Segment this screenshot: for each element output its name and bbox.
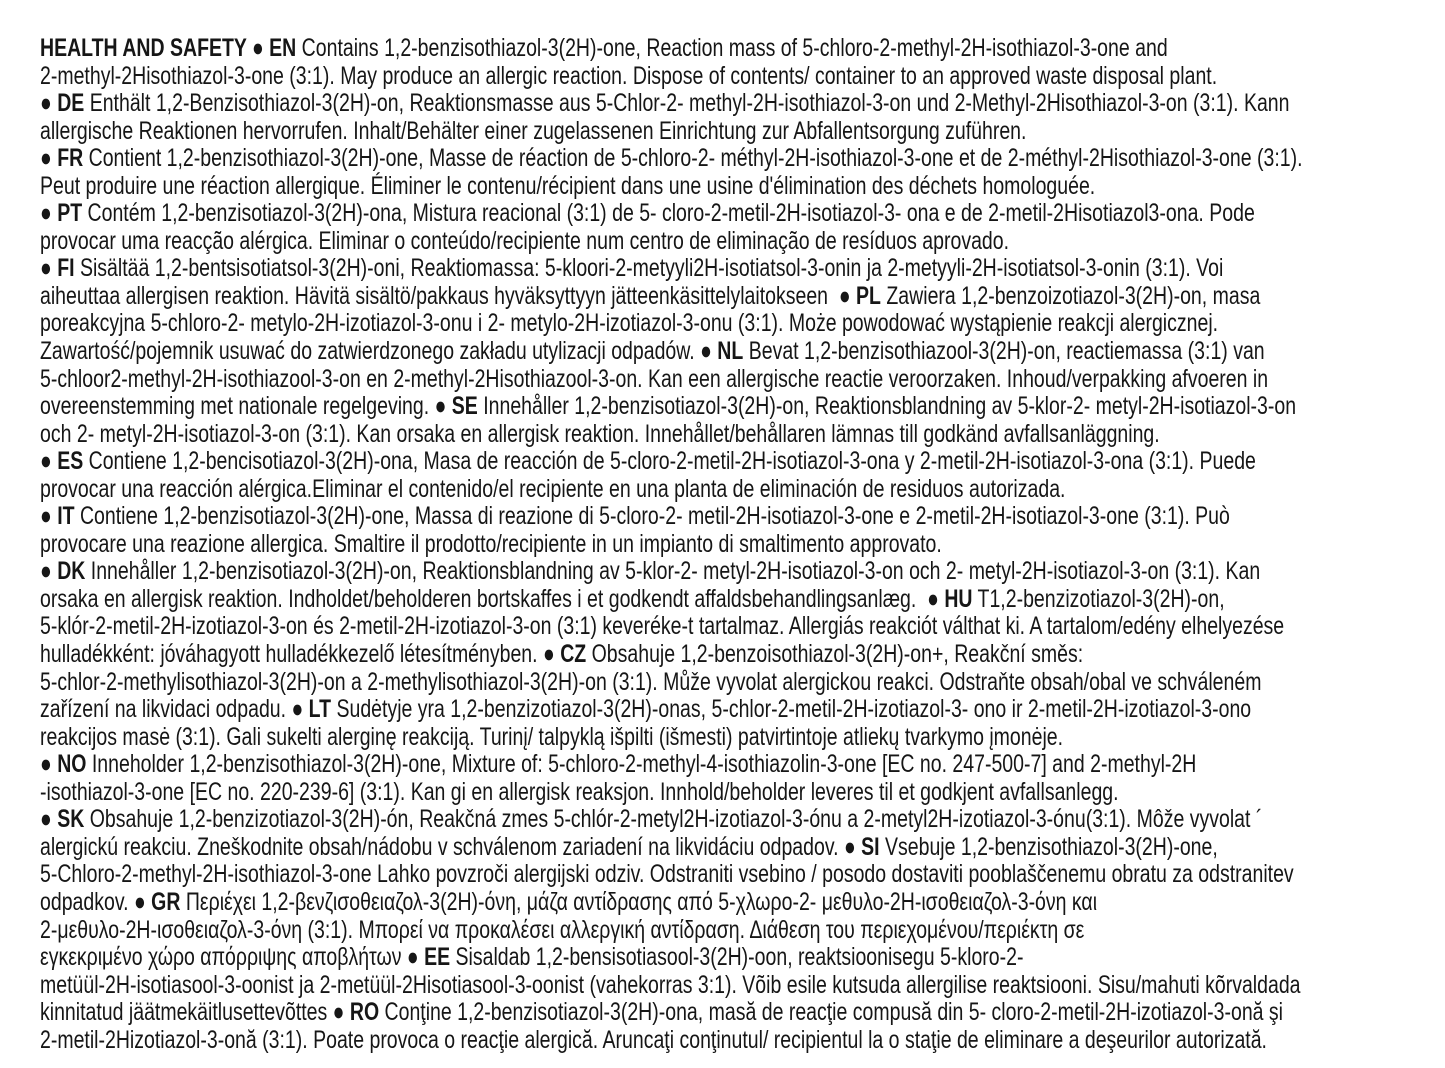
text-line (40, 944, 1445, 972)
text-segment: zařízení na likvidaci odpadu. (40, 695, 292, 724)
language-code-label: ● DK (40, 557, 86, 586)
language-code-label: ● CZ (543, 640, 587, 669)
text-segment: overeenstemming met nationale regelgeving. (40, 392, 435, 421)
text-segment: Obsahuje 1,2-benzoisothiazol-3(2H)-on+, Reakční směs: (586, 640, 1084, 669)
text-line (40, 889, 1445, 917)
text-segment: Bevat 1,2-benzisothiazool-3(2H)-on, reactiemassa (3:1) van (743, 337, 1265, 366)
text-segment: Contém 1,2-benzisotiazol-3(2H)-ona, Mistura reacional (3:1) de 5- cloro-2-metil-2H-isotiazol-3- ona e de 2-metil-2Hisotiazol3-ona. Pode (82, 199, 1255, 228)
language-code-label: ● SK (40, 805, 85, 834)
text-segment: aiheuttaa allergisen reaktion. Hävitä sisältö/pakkaus hyväksyttyyn jätteenkäsittelylaitokseen (40, 281, 839, 310)
language-code-label: ● NL (700, 337, 744, 366)
text-line (40, 558, 1445, 586)
text-segment: provocar una reacción alérgica.Eliminar el contenido/el recipiente en una planta de eliminación de residuos autorizada. (40, 474, 1066, 503)
text-line (40, 63, 1445, 91)
text-segment: Innehåller 1,2-benzisotiazol-3(2H)-on, Reaktionsblandning av 5-klor-2- metyl-2H-isotiazol-3-on och 2- metyl-2H-isotiazol-3-on (3:1). Kan (85, 557, 1261, 586)
text-segment: Obsahuje 1,2-benzizotiazol-3(2H)-ón, Reakčná zmes 5-chlór-2-metyl2H-izotiazol-3-ónu a 2-metyl2H-izotiazol-3-ónu(3:1). Môže vyvolat ´ (84, 805, 1263, 834)
text-line (40, 448, 1445, 476)
text-line (40, 751, 1445, 779)
text-segment: Peut produire une réaction allergique. Éliminer le contenu/récipient dans une usine d'élimination des déchets homologuée. (40, 171, 1096, 200)
language-code-label: ● PL (838, 281, 881, 310)
text-line (40, 806, 1445, 834)
text-line (40, 421, 1445, 449)
text-segment: reakcijos masė (3:1). Gali sukelti alerginę reakciją. Turinį/ talpyklą išpilti (išmesti) patvirtintoje atliekų tvarkymo įmonėje. (40, 722, 1064, 751)
language-code-label: ● HU (927, 584, 973, 613)
text-line (40, 613, 1445, 641)
text-segment: hulladékként: jóváhagyott hulladékkezelő létesítményben. (40, 640, 544, 669)
language-code-label: ● FR (40, 144, 84, 173)
text-segment: Zawiera 1,2-benzoizotiazol-3(2H)-on, masa (880, 281, 1261, 310)
text-segment: Innehåller 1,2-benzisotiazol-3(2H)-on, Reaktionsblandning av 5-klor-2- metyl-2H-isotiazol-3-on (477, 392, 1297, 421)
text-segment: provocar uma reacção alérgica. Eliminar o conteúdo/recipiente num centro de eliminação de resíduos aprovado. (40, 226, 1010, 255)
text-line (40, 669, 1445, 697)
language-code-label: ● GR (133, 887, 181, 916)
safety-label-text (40, 35, 1445, 1054)
text-segment: allergische Reaktionen hervorrufen. Inhalt/Behälter einer zugelassenen Einrichtung zur Abfallentsorgung zuführen. (40, 116, 1027, 145)
text-segment: 2-methyl-2Hisothiazol-3-one (3:1). May produce an allergic reaction. Dispose of contents/ container to an approved waste disposal plant. (40, 61, 1218, 90)
language-code-label: ● NO (40, 750, 87, 779)
text-segment: orsaka en allergisk reaktion. Indholdet/beholderen bortskaffes i et godkendt affaldsbehandlingsanlæg. (40, 584, 928, 613)
text-segment: provocare una reazione allergica. Smaltire il prodotto/recipiente in un impianto di smaltimento approvato. (40, 529, 942, 558)
text-segment: odpadkov. (40, 887, 134, 916)
text-line (40, 586, 1445, 614)
language-code-label: ● DE (40, 89, 85, 118)
language-code-label: ● SI (843, 832, 880, 861)
text-segment: Inneholder 1,2-benzisothiazol-3(2H)-one, Mixture of: 5-chloro-2-methyl-4-isothiazolin-3-one [EC no. 247-500-7] and 2-methyl-2H (86, 750, 1197, 779)
text-line (40, 834, 1445, 862)
text-line (40, 173, 1445, 201)
text-line (40, 310, 1445, 338)
language-code-label: ● EE (406, 943, 451, 972)
text-segment: 2-μεθυλο-2H-ισοθειαζολ-3-όνη (3:1). Μπορεί να προκαλέσει αλλεργική αντίδραση. Διάθεση του περιεχομένου/περιέκτη σε (40, 915, 1085, 944)
text-segment: Vsebuje 1,2-benzisothiazol-3(2H)-one, (879, 832, 1218, 861)
text-segment: T1,2-benzizotiazol-3(2H)-on, (972, 584, 1225, 613)
text-line (40, 696, 1445, 724)
text-segment: Conţine 1,2-benzisotiazol-3(2H)-ona, masă de reacţie compusă din 5- cloro-2-metil-2H-izotiazol-3-onă şi (379, 998, 1284, 1027)
text-segment: εγκεκριμένο χώρο απόρριψης αποβλήτων (40, 943, 407, 972)
text-line (40, 118, 1445, 146)
text-line (40, 779, 1445, 807)
text-segment: 5-chloor2-methyl-2H-isothiazool-3-on en 2-methyl-2Hisothiazool-3-on. Kan een allergische reactie veroorzaken. Inhoud/verpakking afvoeren in (40, 364, 1269, 393)
text-segment: och 2- metyl-2H-isotiazol-3-on (3:1). Kan orsaka en allergisk reaktion. Innehållet/behållaren lämnas till godkänd avfallsanläggning. (40, 419, 1160, 448)
text-segment: 5-Chloro-2-methyl-2H-isothiazol-3-one Lahko povzroči alergijski odziv. Odstraniti vsebino / posodo dostaviti pooblaščenemu obratu za odstranitev (40, 860, 1294, 889)
text-segment: kinnitatud jäätmekäitlusettevõttes (40, 998, 333, 1027)
text-line (40, 228, 1445, 256)
language-code-label: ● SE (434, 392, 478, 421)
text-line (40, 366, 1445, 394)
text-segment: Contiene 1,2-benzisotiazol-3(2H)-one, Massa di reazione di 5-cloro-2- metil-2H-isotiazol-3-one e 2-metil-2H-isotiazol-3-one (3:1). Può (74, 502, 1230, 531)
text-line (40, 476, 1445, 504)
text-segment: 2-metil-2Hizotiazol-3-onă (3:1). Poate provoca o reacţie alergică. Aruncaţi conţinutul/ recipientul la o staţie de eliminare a deşeurilor autorizată. (40, 1025, 1267, 1054)
text-line (40, 641, 1445, 669)
text-segment: Contient 1,2-benzisothiazol-3(2H)-one, Masse de réaction de 5-chloro-2- méthyl-2H-isothiazol-3-one et de 2-méthyl-2Hisothiazol-3-one (3:1). (83, 144, 1303, 173)
text-line (40, 972, 1445, 1000)
language-code-label: ● ES (40, 447, 84, 476)
language-code-label: ● IT (40, 502, 75, 531)
text-segment: Zawartość/pojemnik usuwać do zatwierdzonego zakładu utylizacji odpadów. (40, 337, 701, 366)
text-segment: 5-chlor-2-methylisothiazol-3(2H)-on a 2-methylisothiazol-3(2H)-on (3:1). Může vyvolat alergickou reakci. Odstraňte obsah/obal ve schváleném (40, 667, 1262, 696)
text-segment: Contains 1,2-benzisothiazol-3(2H)-one, Reaction mass of 5-chloro-2-methyl-2H-isothiazol-3-one and (296, 34, 1168, 62)
text-segment: Contiene 1,2-bencisotiazol-3(2H)-ona, Masa de reacción de 5-cloro-2-metil-2H-isotiazol-3-ona y 2-metil-2H-isotiazol-3-ona (3:1). Puede (83, 447, 1256, 476)
text-line (40, 200, 1445, 228)
text-line (40, 724, 1445, 752)
text-segment: Sudėtyje yra 1,2-benzizotiazol-3(2H)-onas, 5-chlor-2-metil-2H-izotiazol-3- ono ir 2-metil-2H-izotiazol-3-ono (331, 695, 1252, 724)
text-line (40, 393, 1445, 421)
text-segment: Enthält 1,2-Benzisothiazol-3(2H)-on, Reaktionsmasse aus 5-Chlor-2- methyl-2H-isothiazol-3-on und 2-Methyl-2Hisothiazol-3-on (3:1). Kann (84, 89, 1290, 118)
text-line (40, 503, 1445, 531)
text-segment: alergickú reakciu. Zneškodnite obsah/nádobu v schválenom zariadení na likvidáciu odpadov. (40, 832, 844, 861)
text-line (40, 90, 1445, 118)
text-segment: -isothiazol-3-one [EC no. 220-239-6] (3:1). Kan gi en allergisk reaksjon. Innhold/beholder leveres til et godkjent avfallsanlegg. (40, 777, 1119, 806)
text-line (40, 283, 1445, 311)
text-line (40, 861, 1445, 889)
language-code-label: ● PT (40, 199, 83, 228)
language-code-label: ● RO (332, 998, 380, 1027)
text-line (40, 255, 1445, 283)
language-code-label: HEALTH AND SAFETY ● EN (40, 34, 297, 62)
text-line (40, 338, 1445, 366)
text-line (40, 999, 1445, 1027)
text-segment: 5-klór-2-metil-2H-izotiazol-3-on és 2-metil-2H-izotiazol-3-on (3:1) keveréke-t tartalmaz. Allergiás reakciót válthat ki. A tartalom/edény elhelyezése (40, 612, 1285, 641)
text-line (40, 35, 1445, 63)
text-segment: Sisaldab 1,2-bensisotiasool-3(2H)-oon, reaktsioonisegu 5-kloro-2- (450, 943, 1024, 972)
text-segment: metüül-2H-isotiasool-3-oonist ja 2-metüül-2Hisotiasool-3-oonist (vahekorras 3:1). Võib esile kutsuda allergilise reaktsiooni. Sisu/mahuti kõrvaldada (40, 970, 1301, 999)
text-line (40, 917, 1445, 945)
text-line (40, 531, 1445, 559)
text-line (40, 145, 1445, 173)
language-code-label: ● FI (40, 254, 75, 283)
text-segment: Περιέχει 1,2-βενζισοθειαζολ-3(2H)-όνη, μάζα αντίδρασης από 5-χλωρο-2- μεθυλο-2H-ισοθειαζολ-3-όνη και (180, 887, 1098, 916)
language-code-label: ● LT (291, 695, 332, 724)
text-segment: poreakcyjna 5-chloro-2- metylo-2H-izotiazol-3-onu i 2- metylo-2H-izotiazol-3-onu (3:1). Może powodować wystąpienie reakcji alergicznej. (40, 309, 1219, 338)
text-segment: Sisältää 1,2-bentsisotiatsol-3(2H)-oni, Reaktiomassa: 5-kloori-2-metyyli2H-isotiatsol-3-onin ja 2-metyyli-2H-isotiatsol-3-onin (3:1). Voi (74, 254, 1224, 283)
text-line (40, 1027, 1445, 1055)
